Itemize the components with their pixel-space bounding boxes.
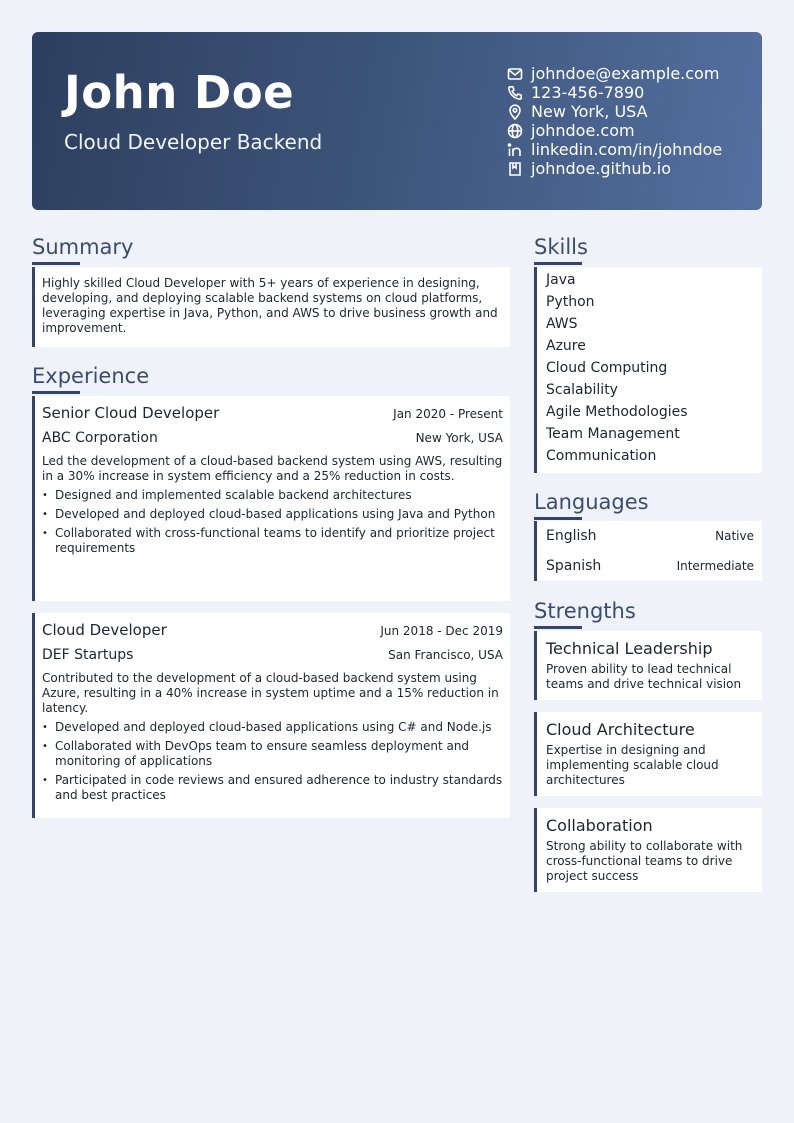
language-name: Spanish: [546, 558, 602, 574]
skill-item: AWS: [546, 316, 578, 332]
experience-heading-text: Experience: [32, 364, 150, 388]
job-header-row: [35, 396, 510, 422]
language-level: Intermediate: [676, 559, 754, 573]
job-company: DEF Startups: [42, 647, 134, 663]
job-role: Cloud Developer: [42, 621, 167, 639]
job-company: ABC Corporation: [42, 430, 158, 446]
strength-description: Proven ability to lead technical teams and drive technical vision: [546, 662, 742, 691]
contact-location-text: New York, USA: [531, 102, 648, 121]
skills-heading-text: Skills: [534, 235, 588, 259]
job-description: Led the development of a cloud-based backend system using AWS, resulting in a 30% increase in system efficiency and a 25% reduction in costs.: [42, 454, 503, 483]
summary-heading-text: Summary: [32, 235, 134, 259]
contact-list: [506, 64, 756, 178]
languages-heading-text: Languages: [534, 490, 649, 514]
job-company-row: [35, 422, 510, 446]
job-header-row: [35, 613, 510, 639]
mail-icon: [506, 65, 523, 82]
section-underline: [534, 517, 582, 520]
job-dates: Jan 2020 - Present: [393, 407, 503, 421]
skill-item: Scalability: [546, 382, 618, 398]
job-bullet: • Collaborated with DevOps team to ensure seamless deployment and monitoring of applications: [55, 739, 503, 769]
strengths-heading-text: Strengths: [534, 599, 636, 623]
job-bullet-list: [35, 720, 510, 803]
contact-email-text: johndoe@example.com: [531, 64, 720, 83]
contact-email[interactable]: [506, 64, 756, 83]
skill-item: Java: [546, 272, 576, 288]
contact-linkedin-text: linkedin.com/in/johndoe: [531, 140, 723, 159]
contact-github[interactable]: [506, 159, 756, 178]
section-underline: [32, 262, 80, 265]
skill-item: Python: [546, 294, 595, 310]
summary-text: Highly skilled Cloud Developer with 5+ years of experience in designing, developing, and deploying scalable backend systems on cloud platforms, leveraging expertise in Java, Python, and AWS to drive business growth and improvement.: [42, 276, 498, 335]
phone-icon: [506, 84, 523, 101]
skill-item: Team Management: [546, 426, 680, 442]
job-description: Contributed to the development of a cloud-based backend system using Azure, resulting in a 40% increase in system uptime and a 15% reduction in latency.: [42, 671, 499, 715]
github-icon: [506, 160, 523, 177]
contact-website[interactable]: [506, 121, 756, 140]
contact-phone[interactable]: [506, 83, 756, 102]
job-bullet: • Participated in code reviews and ensured adherence to industry standards and best practices: [55, 773, 503, 803]
strength-description: Strong ability to collaborate with cross-functional teams to drive project success: [546, 839, 743, 883]
language-row: [537, 551, 762, 581]
section-underline: [534, 626, 582, 629]
section-underline: [534, 262, 582, 265]
skills-card: [534, 267, 762, 473]
skill-item: Communication: [546, 448, 657, 464]
strength-card: [534, 712, 762, 796]
language-level: Native: [715, 529, 754, 543]
job-bullet: • Collaborated with cross-functional teams to identify and prioritize project requirements: [55, 526, 503, 556]
job-bullet-list: [35, 488, 510, 556]
summary-card: [32, 267, 510, 347]
candidate-title: Cloud Developer Backend: [64, 130, 323, 154]
strength-description: Expertise in designing and implementing scalable cloud architectures: [546, 743, 719, 787]
candidate-name: John Doe: [64, 66, 295, 119]
job-role: Senior Cloud Developer: [42, 404, 220, 422]
summary-heading: [32, 234, 133, 260]
job-bullet: • Developed and deployed cloud-based applications using Java and Python: [55, 507, 503, 522]
globe-icon: [506, 122, 523, 139]
skill-item: Azure: [546, 338, 586, 354]
experience-item: [32, 396, 510, 601]
languages-heading: [534, 489, 649, 515]
contact-phone-text: 123-456-7890: [531, 83, 645, 102]
strength-card: [534, 631, 762, 700]
language-row: [537, 521, 762, 551]
resume-header: [32, 32, 762, 210]
job-dates: Jun 2018 - Dec 2019: [380, 624, 503, 638]
contact-website-text: johndoe.com: [531, 121, 635, 140]
skills-heading: [534, 234, 588, 260]
location-pin-icon: [506, 103, 523, 120]
skill-item: Agile Methodologies: [546, 404, 688, 420]
strength-title: Technical Leadership: [546, 639, 713, 658]
strengths-heading: [534, 598, 636, 624]
language-name: English: [546, 528, 597, 544]
strength-card: [534, 808, 762, 892]
strength-title: Collaboration: [546, 816, 653, 835]
contact-linkedin[interactable]: [506, 140, 756, 159]
strength-title: Cloud Architecture: [546, 720, 695, 739]
job-location: New York, USA: [415, 431, 503, 445]
linkedin-icon: [506, 141, 523, 158]
contact-github-text: johndoe.github.io: [531, 159, 672, 178]
languages-card: [534, 521, 762, 581]
job-company-row: [35, 639, 510, 663]
section-underline: [32, 391, 80, 394]
job-bullet: • Developed and deployed cloud-based applications using C# and Node.js: [55, 720, 503, 735]
contact-location: [506, 102, 756, 121]
job-bullet: • Designed and implemented scalable backend architectures: [55, 488, 503, 503]
experience-item: [32, 613, 510, 818]
experience-heading: [32, 363, 149, 389]
skill-item: Cloud Computing: [546, 360, 668, 376]
job-location: San Francisco, USA: [388, 648, 503, 662]
